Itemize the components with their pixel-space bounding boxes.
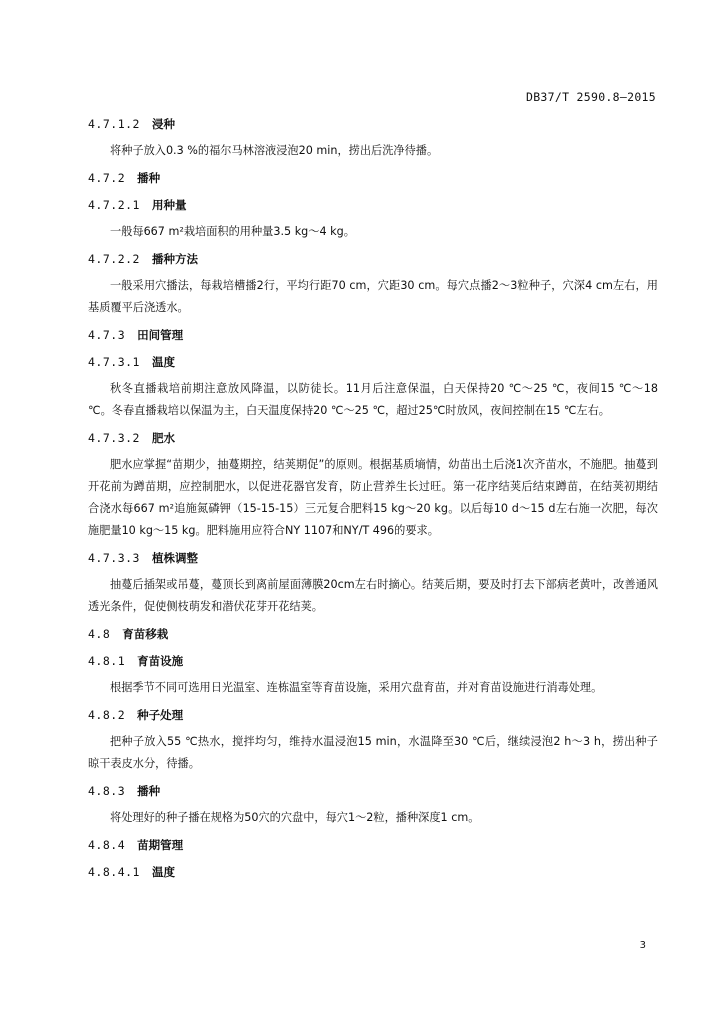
section-title: 温度 xyxy=(151,865,175,879)
section-number: 4.7.1.2 xyxy=(88,117,140,131)
paragraph: 抽蔓后插架或吊蔓，蔓顶长到离前屋面薄膜20cm左右时摘心。结荚后期，要及时打去下部病老黄叶，改善通风透光条件，促使侧枝萌发和潜伏花芽开花结荚。 xyxy=(88,578,658,613)
section-number: 4.8.2 xyxy=(88,708,126,722)
document-body xyxy=(88,116,658,880)
section-heading-4-7-1-2 xyxy=(88,116,658,132)
paragraph: 将处理好的种子播在规格为50穴的穴盘中，每穴1～2粒，播种深度1 cm。 xyxy=(110,811,480,824)
paragraph: 肥水应掌握“苗期少，抽蔓期控，结荚期促”的原则。根据基质墒情，幼苗出土后浇1次齐苗水，不施肥。抽蔓到开花前为蹲苗期，应控制肥水，以促进花器官发育，防止营养生长过旺。第一花序结荚后结束蹲苗，在结荚初期结合浇水每667 m²追施氮磷钾（15-15-15）三元复合肥料15 kg～20 kg。以后每10 d～15 d左右施一次肥，每次施肥量10 kg～15 kg。肥料施用应符合NY 1107和NY/T 496的要求。 xyxy=(88,458,658,537)
section-number: 4.7.2.1 xyxy=(88,198,140,212)
section-number: 4.7.2.2 xyxy=(88,252,140,266)
section-heading-4-7-3 xyxy=(88,327,658,343)
section-heading-4-7-3-3 xyxy=(88,550,658,566)
section-number: 4.8.4 xyxy=(88,838,126,852)
section-heading-4-7-2-2 xyxy=(88,251,658,267)
section-title: 用种量 xyxy=(151,198,187,212)
section-heading-4-7-2-1 xyxy=(88,197,658,213)
section-number: 4.8.4.1 xyxy=(88,865,140,879)
section-number: 4.7.3.3 xyxy=(88,551,140,565)
section-title: 育苗移栽 xyxy=(122,627,169,641)
paragraph: 秋冬直播栽培前期注意放风降温，以防徒长。11月后注意保温，白天保持20 ℃～25 ℃，夜间15 ℃～18 ℃。冬春直播栽培以保温为主，白天温度保持20 ℃～25 ℃，超过25℃时放风，夜间控制在15 ℃左右。 xyxy=(88,382,658,417)
section-heading-4-8 xyxy=(88,626,658,642)
section-title: 播种 xyxy=(137,784,161,798)
section-number: 4.7.3.1 xyxy=(88,355,140,369)
section-heading-4-8-2 xyxy=(88,707,658,723)
section-heading-4-7-3-2 xyxy=(88,430,658,446)
section-number: 4.7.3.2 xyxy=(88,431,140,445)
section-title: 植株调整 xyxy=(151,551,198,565)
section-heading-4-8-3 xyxy=(88,783,658,799)
paragraph: 一般采用穴播法，每栽培槽播2行，平均行距70 cm，穴距30 cm。每穴点播2～3粒种子，穴深4 cm左右，用基质覆平后浇透水。 xyxy=(88,279,658,314)
page-number: 3 xyxy=(639,940,646,951)
paragraph: 把种子放入55 ℃热水，搅拌均匀，维持水温浸泡15 min，水温降至30 ℃后，继续浸泡2 h～3 h，捞出种子晾干表皮水分，待播。 xyxy=(88,735,658,770)
section-title: 田间管理 xyxy=(137,328,184,342)
section-number: 4.7.3 xyxy=(88,328,126,342)
header-divider xyxy=(88,108,656,109)
section-heading-4-7-2 xyxy=(88,170,658,186)
section-number: 4.7.2 xyxy=(88,171,126,185)
section-number: 4.8.3 xyxy=(88,784,126,798)
section-heading-4-7-3-1 xyxy=(88,354,658,370)
section-title: 育苗设施 xyxy=(137,654,184,668)
paragraph: 一般每667 m²栽培面积的用种量3.5 kg～4 kg。 xyxy=(110,225,355,238)
section-title: 浸种 xyxy=(151,117,175,131)
paragraph: 根据季节不同可选用日光温室、连栋温室等育苗设施，采用穴盘育苗，并对育苗设施进行消毒处理。 xyxy=(110,681,603,694)
paragraph: 将种子放入0.3 %的福尔马林溶液浸泡20 min，捞出后洗净待播。 xyxy=(110,144,439,157)
section-title: 播种方法 xyxy=(151,252,198,266)
standard-number: DB37/T 2590.8—2015 xyxy=(525,90,656,104)
section-number: 4.8 xyxy=(88,627,111,641)
section-title: 种子处理 xyxy=(137,708,184,722)
section-heading-4-8-4 xyxy=(88,837,658,853)
section-title: 肥水 xyxy=(151,431,175,445)
section-heading-4-8-4-1 xyxy=(88,864,658,880)
section-number: 4.8.1 xyxy=(88,654,126,668)
section-heading-4-8-1 xyxy=(88,653,658,669)
section-title: 苗期管理 xyxy=(137,838,184,852)
section-title: 温度 xyxy=(151,355,175,369)
section-title: 播种 xyxy=(137,171,161,185)
